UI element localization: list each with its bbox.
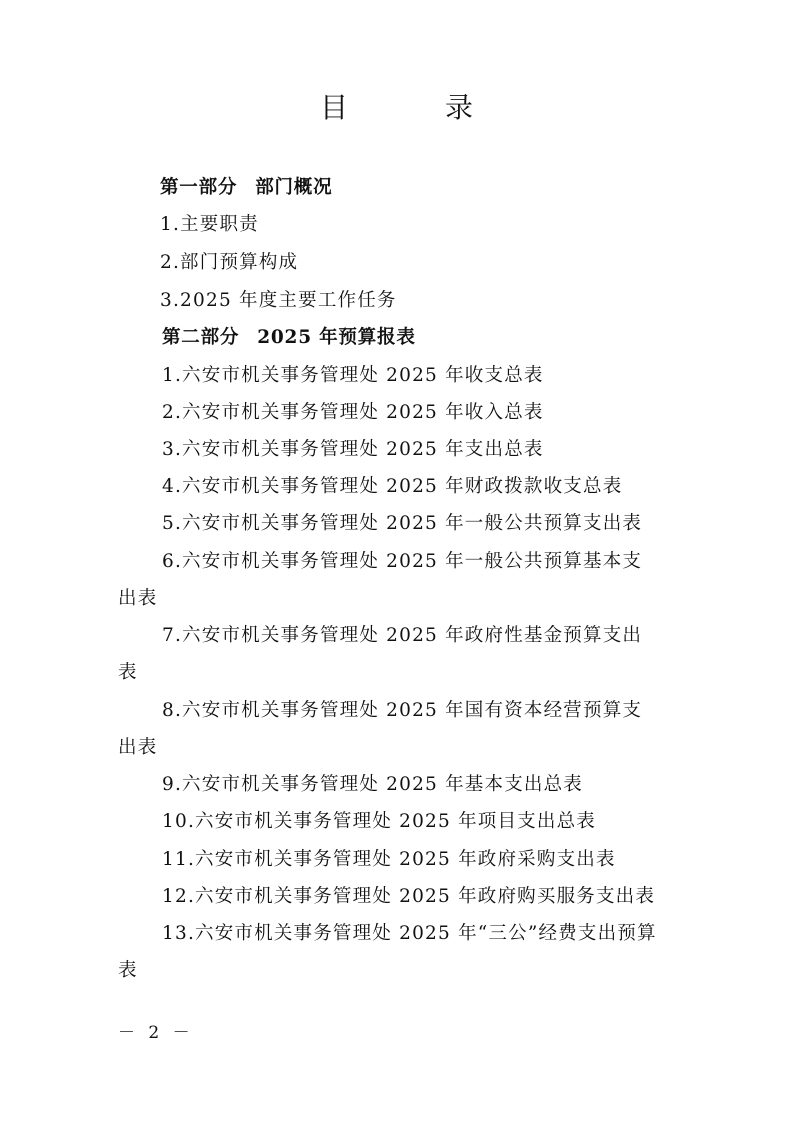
toc-entry-continuation: 表 [118, 662, 138, 683]
toc-entry: 6.六安市机关事务管理处 2025 年一般公共预算基本支 [162, 551, 643, 572]
toc-entry: 1.主要职责 [160, 214, 259, 235]
toc-entry: 4.六安市机关事务管理处 2025 年财政拨款收支总表 [162, 476, 623, 497]
page-title: 目 录 [320, 91, 517, 124]
part1-heading [160, 175, 332, 201]
toc-entry-continuation: 表 [118, 960, 138, 981]
part1-label: 第一部分 [160, 177, 238, 198]
toc-entry: 12.六安市机关事务管理处 2025 年政府购买服务支出表 [162, 886, 656, 907]
toc-entry: 11.六安市机关事务管理处 2025 年政府采购支出表 [162, 849, 616, 870]
toc-entry: 5.六安市机关事务管理处 2025 年一般公共预算支出表 [162, 513, 643, 534]
toc-entry: 13.六安市机关事务管理处 2025 年“三公”经费支出预算 [162, 923, 657, 944]
toc-entry: 3.2025 年度主要工作任务 [160, 290, 397, 311]
toc-entry: 8.六安市机关事务管理处 2025 年国有资本经营预算支 [162, 700, 643, 721]
page-number: － 2 － [118, 1023, 194, 1043]
toc-entry: 9.六安市机关事务管理处 2025 年基本支出总表 [162, 774, 583, 795]
part2-heading [162, 325, 416, 351]
toc-entry: 3.六安市机关事务管理处 2025 年支出总表 [162, 439, 544, 460]
toc-entry: 1.六安市机关事务管理处 2025 年收支总表 [162, 365, 544, 386]
part2-name: 2025 年预算报表 [257, 327, 416, 348]
toc-entry-continuation: 出表 [118, 737, 158, 758]
toc-entry-continuation: 出表 [118, 588, 158, 609]
toc-entry: 10.六安市机关事务管理处 2025 年项目支出总表 [162, 811, 596, 832]
toc-entry: 7.六安市机关事务管理处 2025 年政府性基金预算支出 [162, 625, 643, 646]
toc-entry: 2.部门预算构成 [160, 252, 299, 273]
toc-entry: 2.六安市机关事务管理处 2025 年收入总表 [162, 402, 544, 423]
part2-label: 第二部分 [162, 327, 240, 348]
part1-name: 部门概况 [255, 177, 333, 198]
